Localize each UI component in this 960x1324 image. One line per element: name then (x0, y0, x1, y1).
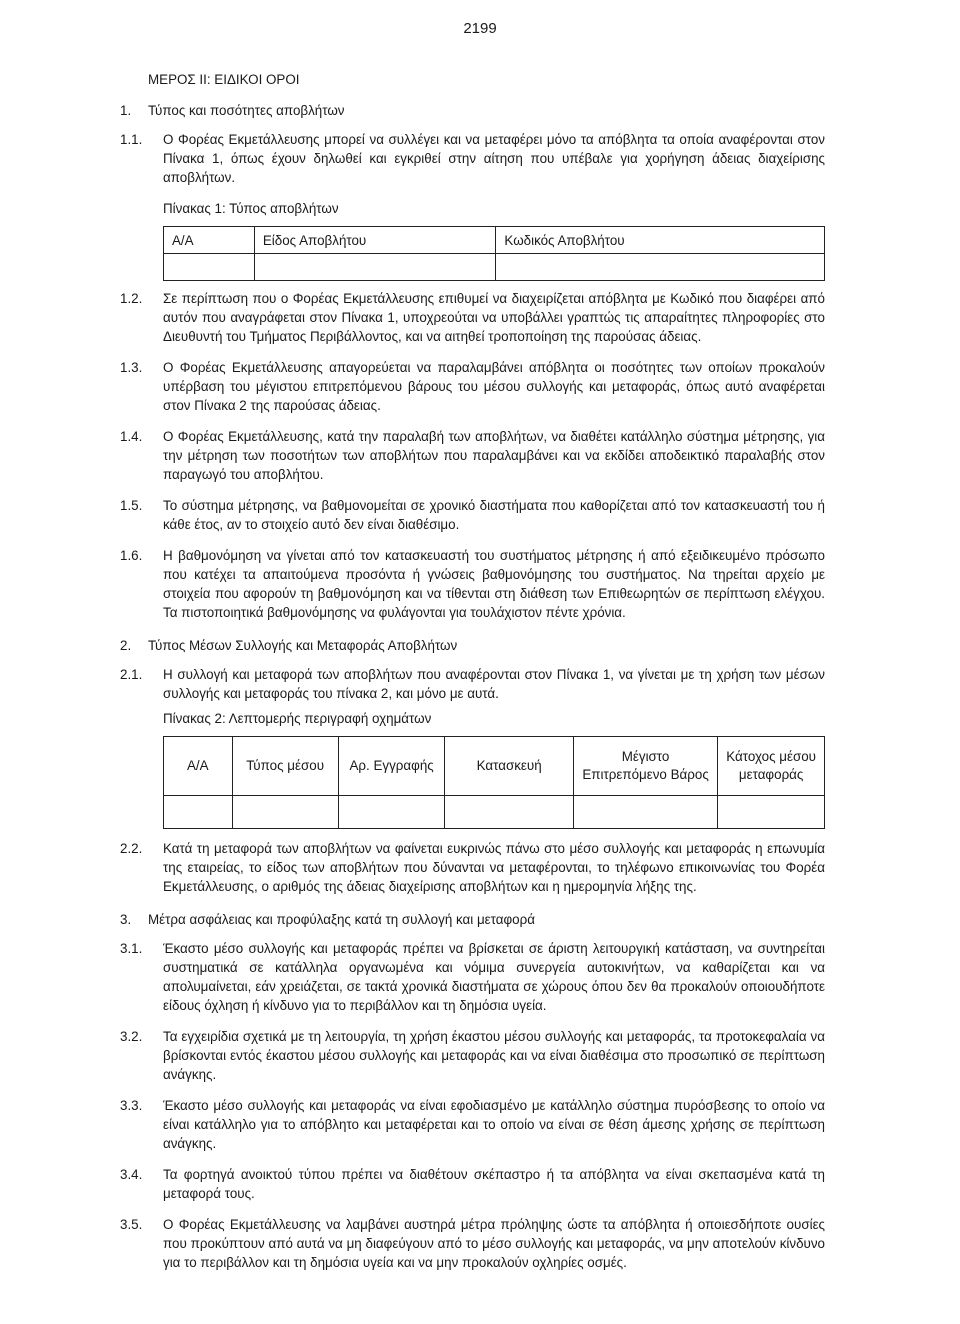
paragraph-1-3 (120, 358, 825, 415)
table-cell (445, 796, 573, 829)
paragraph-number: 3.3. (120, 1098, 143, 1113)
table-1-caption: Πίνακας 1: Τύπος αποβλήτων (163, 201, 339, 216)
paragraph-1-5 (120, 496, 825, 534)
table-header-cell: Α/Α (164, 737, 233, 796)
section-number: 1. (120, 103, 132, 118)
paragraph-2-1 (120, 665, 825, 703)
section-3-heading (120, 910, 825, 929)
paragraph-text: Έκαστο μέσο συλλογής και μεταφοράς να είναι εφοδιασμένο με κατάλληλο σύστημα πυρόσβεσης το οποίο να είναι κατάλληλο για το απόβλητο και μεταφέρεται και το οποίο να είναι σε θέση άμεσης χρήσης σε περίπτωση ανάγκης. (163, 1098, 825, 1151)
paragraph-number: 1.1. (120, 132, 143, 147)
table-header-cell: Κατασκευή (445, 737, 573, 796)
section-title: Τύπος Μέσων Συλλογής και Μεταφοράς Αποβλήτων (148, 638, 458, 653)
table-header-cell: Τύπος μέσου (232, 737, 338, 796)
paragraph-text: Τα φορτηγά ανοικτού τύπου πρέπει να διαθέτουν σκέπαστρο ή τα απόβλητα να είναι σκεπασμένα κατά τη μεταφορά τους. (163, 1167, 825, 1201)
table-row (164, 254, 825, 281)
section-title: Τύπος και ποσότητες αποβλήτων (148, 103, 345, 118)
table-row (164, 796, 825, 829)
table-header-cell: Μέγιστο Επιτρεπόμενο Βάρος (573, 737, 717, 796)
paragraph-text: Η συλλογή και μεταφορά των αποβλήτων που αναφέρονται στον Πίνακα 1, να γίνεται με τη χρήση των μέσων συλλογής και μεταφοράς του πίνακα 2, και μόνο με αυτά. (163, 667, 825, 701)
table-cell (718, 796, 825, 829)
paragraph-number: 1.2. (120, 291, 143, 306)
table-cell (232, 796, 338, 829)
table-cell (164, 796, 233, 829)
section-number: 2. (120, 638, 132, 653)
paragraph-3-3 (120, 1096, 825, 1153)
section-title: Μέτρα ασφάλειας και προφύλαξης κατά τη συλλογή και μεταφορά (148, 912, 535, 927)
table-1 (163, 226, 825, 281)
paragraph-number: 1.3. (120, 360, 143, 375)
paragraph-number: 3.2. (120, 1029, 143, 1044)
table-header-cell: Α/Α (164, 227, 255, 254)
table-header-cell: Αρ. Εγγραφής (338, 737, 445, 796)
paragraph-text: Τα εγχειρίδια σχετικά με τη λειτουργία, τη χρήση έκαστου μέσου συλλογής και μεταφοράς, τα προτοκεφαλαία να βρίσκονται εντός έκαστου μέσου συλλογής και μεταφοράς και να είναι διαθέσιμα στο προσωπικό σε περίπτωση ανάγκης. (163, 1029, 825, 1082)
paragraph-1-4 (120, 427, 825, 484)
paragraph-number: 3.1. (120, 941, 143, 956)
table-cell (254, 254, 496, 281)
table-cell (164, 254, 255, 281)
paragraph-text: Κατά τη μεταφορά των αποβλήτων να φαίνεται ευκρινώς πάνω στο μέσο συλλογής και μεταφοράς η επωνυμία της εταιρείας, το είδος των αποβλήτων που δύνανται να μεταφέρονται, το τηλέφωνο επικοινωνίας του Φορέα Εκμετάλλευσης, ο αριθμός της άδειας διαχείρισης αποβλήτων και η ημερομηνία λήξης της. (163, 841, 825, 894)
table-header-row (164, 227, 825, 254)
paragraph-text: Η βαθμονόμηση να γίνεται από τον κατασκευαστή του συστήματος μέτρησης ή από εξειδικευμένο πρόσωπο που κατέχει τα απαιτούμενα προσόντα ή γνώσεις βαθμονόμησης του συστήματος. Να τηρείται αρχείο με στοιχεία που αφορούν τη βαθμονόμηση και να τίθενται στη διάθεση των Επιθεωρητών σε περίπτωση ελέγχου. Τα πιστοποιητικά βαθμονόμησης να φυλάγονται για τουλάχιστον πέντε χρόνια. (163, 548, 825, 620)
table-header-cell: Κωδικός Αποβλήτου (496, 227, 825, 254)
section-number: 3. (120, 912, 132, 927)
part-title: ΜΕΡΟΣ ΙΙ: ΕΙΔΙΚΟΙ ΟΡΟΙ (148, 72, 300, 87)
table-cell (338, 796, 445, 829)
paragraph-number: 1.5. (120, 498, 143, 513)
table-header-row (164, 737, 825, 796)
paragraph-number: 2.1. (120, 667, 143, 682)
section-2-heading (120, 636, 825, 655)
table-2-caption: Πίνακας 2: Λεπτομερής περιγραφή οχημάτων (163, 711, 432, 726)
document-body (120, 70, 825, 1284)
paragraph-1-1 (120, 130, 825, 187)
section-1-heading (120, 101, 825, 120)
paragraph-3-5 (120, 1215, 825, 1272)
paragraph-text: Ο Φορέας Εκμετάλλευσης να λαμβάνει αυστηρά μέτρα πρόληψης ώστε τα απόβλητα ή οποιεσδήποτε ουσίες που προκύπτουν από αυτά να μη διαφεύγουν από το μέσο συλλογής και μεταφοράς, να μην αποτελούν κίνδυνο για το περιβάλλον και τη δημόσια υγεία και να μην προκαλούν οχληρίες οσμές. (163, 1217, 825, 1270)
table-header-cell: Είδος Αποβλήτου (254, 227, 496, 254)
paragraph-text: Το σύστημα μέτρησης, να βαθμονομείται σε χρονικό διαστήματα που καθορίζεται από τον κατασκευαστή του ή κάθε έτος, αν το στοιχείο αυτό δεν είναι διαθέσιμο. (163, 498, 825, 532)
paragraph-number: 2.2. (120, 841, 143, 856)
paragraph-text: Ο Φορέας Εκμετάλλευσης, κατά την παραλαβή των αποβλήτων, να διαθέτει κατάλληλο σύστημα μέτρησης, για την μέτρηση των ποσοτήτων των αποβλήτων που παραλαμβάνει και να εκδίδει αποδεικτικό παραλαβής στον παραγωγό του αποβλήτου. (163, 429, 825, 482)
paragraph-number: 3.4. (120, 1167, 143, 1182)
table-cell (573, 796, 717, 829)
paragraph-text: Σε περίπτωση που ο Φορέας Εκμετάλλευσης επιθυμεί να διαχειρίζεται απόβλητα με Κωδικό που διαφέρει από αυτόν που αναγράφεται στον Πίνακα 1, υποχρεούται να υποβάλλει γραπτώς τις απαραίτητες πληροφορίες στο Διευθυντή του Τμήματος Περιβάλλοντος, και να αιτηθεί τροποποίηση της παρούσας άδειας. (163, 291, 825, 344)
table-cell (496, 254, 825, 281)
paragraph-3-2 (120, 1027, 825, 1084)
paragraph-1-2 (120, 289, 825, 346)
paragraph-2-2 (120, 839, 825, 896)
paragraph-number: 1.4. (120, 429, 143, 444)
paragraph-3-1 (120, 939, 825, 1015)
paragraph-1-6 (120, 546, 825, 622)
paragraph-text: Έκαστο μέσο συλλογής και μεταφοράς πρέπει να βρίσκεται σε άριστη λειτουργική κατάσταση, να συντηρείται συστηματικά σε κατάλληλα οργανωμένα και νόμιμα συνεργεία αυτοκινήτων, να καθαρίζεται και να απολυμαίνεται, εάν χρειάζεται, σε τακτά χρονικά διαστήματα σε χώρους όπου δεν θα προκαλούν οποιουδήποτε είδους όχληση ή κίνδυνο για το περιβάλλον και τη δημόσια υγεία. (163, 941, 825, 1013)
paragraph-text: Ο Φορέας Εκμετάλλευσης απαγορεύεται να παραλαμβάνει απόβλητα οι ποσότητες των οποίων προκαλούν υπέρβαση του μέγιστου επιτρεπόμενου βάρους του μέσου συλλογής και μεταφοράς, όπως αυτό αναφέρεται στον Πίνακα 2 της παρούσας άδειας. (163, 360, 825, 413)
paragraph-number: 3.5. (120, 1217, 143, 1232)
paragraph-text: Ο Φορέας Εκμετάλλευσης μπορεί να συλλέγει και να μεταφέρει μόνο τα απόβλητα τα οποία αναφέρονται στον Πίνακα 1, όπως έχουν δηλωθεί και εγκριθεί στην αίτηση που υπέβαλε για χορήγηση άδειας διαχείρισης αποβλήτων. (163, 132, 825, 185)
table-header-cell: Κάτοχος μέσου μεταφοράς (718, 737, 825, 796)
paragraph-number: 1.6. (120, 548, 143, 563)
page-number: 2199 (463, 20, 497, 37)
paragraph-3-4 (120, 1165, 825, 1203)
table-2 (163, 736, 825, 829)
